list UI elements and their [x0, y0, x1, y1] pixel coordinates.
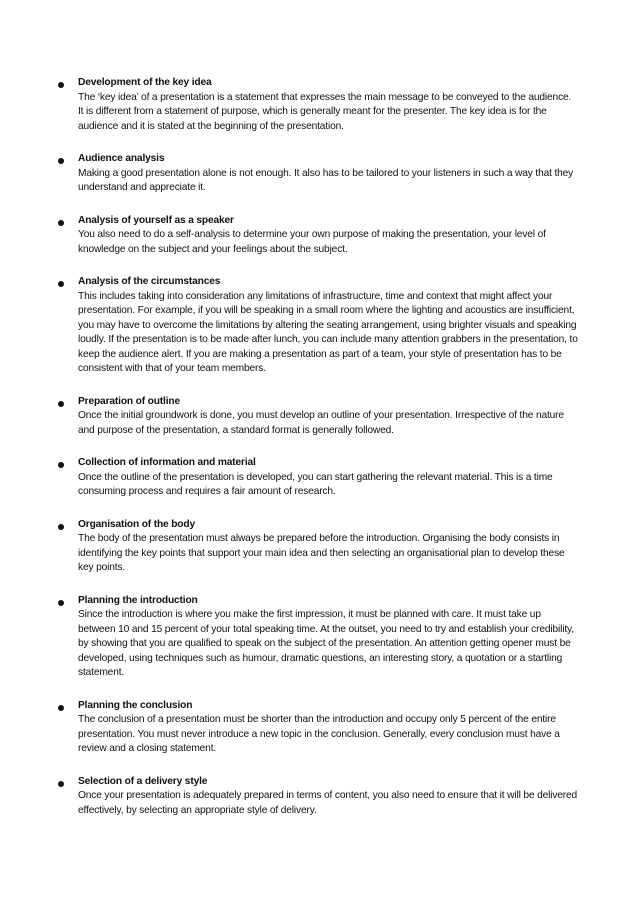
item-heading: Audience analysis — [78, 153, 165, 164]
bullet-icon — [58, 158, 64, 164]
bullet-icon — [58, 401, 64, 407]
list-item — [58, 594, 578, 681]
item-text: Once the initial groundwork is done, you must develop an outline of your presentation. Irrespective of the nature and purpose of the presentation, a standard format is generally followed. — [78, 410, 564, 436]
item-text: The conclusion of a presentation must be shorter than the introduction and occupy only 5 percent of the entire presentation. You must never introduce a new topic in the conclusion. Generally, every conclusion must have a review and a closing statement. — [78, 714, 560, 754]
item-text: Since the introduction is where you make the first impression, it must be planned with care. It must take up between 10 and 15 percent of your total speaking time. At the outset, you need to try and establish your credibility, by showing that you are qualified to speak on the subject of the presentation. An attention getting opener must be developed, using techniques such as humour, dramatic questions, an interesting story, a quotation or a startling statement. — [78, 609, 574, 678]
bullet-icon — [58, 705, 64, 711]
bullet-icon — [58, 781, 64, 787]
bullet-icon — [58, 82, 64, 88]
bullet-icon — [58, 281, 64, 287]
item-text: Making a good presentation alone is not enough. It also has to be tailored to your listeners in such a way that they understand and appreciate it. — [78, 167, 574, 193]
bullet-list — [58, 76, 578, 818]
item-heading: Organisation of the body — [78, 518, 195, 530]
list-item — [58, 518, 578, 576]
bullet-icon — [58, 524, 64, 530]
list-item — [58, 456, 578, 500]
item-text: Once the outline of the presentation is developed, you can start gathering the relevant material. This is a time consuming process and requires a fair amount of research. — [78, 471, 553, 497]
item-heading: Preparation of outline — [78, 395, 180, 407]
bullet-icon — [58, 600, 64, 606]
item-text: You also need to do a self-analysis to determine your own purpose of making the presentation, your level of knowledge on the subject and your feelings about the subject. — [78, 229, 546, 255]
item-heading: Planning the conclusion — [78, 699, 193, 711]
list-item — [58, 275, 578, 377]
list-item — [58, 775, 578, 819]
list-item — [58, 214, 578, 258]
list-item — [58, 152, 578, 196]
item-text: Once your presentation is adequately prepared in terms of content, you also need to ensure that it will be delivered effectively, by selecting an appropriate style of delivery. — [78, 790, 578, 816]
item-text: This includes taking into consideration any limitations of infrastructure, time and context that might affect your presentation. For example, if you will be speaking in a small room where the lighting and acoustics are insufficient, you may have to overcome the limitations by altering the seating arrangement, using brighter visuals and speaking loudly. If the presentation is to be made after lunch, you can include many attention grabbers in the presentation, to keep the audience alert. If you are making a presentation as part of a team, your style of presentation has to be consistent with that of your team members. — [78, 290, 578, 374]
bullet-icon — [58, 220, 64, 226]
item-text: The body of the presentation must always be prepared before the introduction. Organising the body consists in identifying the key points that support your main idea and then selecting an organisational plan to develop these key points. — [78, 533, 565, 573]
list-item — [58, 76, 578, 134]
item-heading: Planning the introduction — [78, 594, 198, 606]
item-heading: Collection of information and material — [78, 457, 256, 468]
item-heading: Analysis of the circumstances — [78, 276, 221, 287]
list-item — [58, 395, 578, 439]
item-heading: Analysis of yourself as a speaker — [78, 214, 234, 226]
item-heading: Development of the key idea — [78, 77, 212, 88]
list-item — [58, 699, 578, 757]
bullet-icon — [58, 462, 64, 468]
item-text: The ‘key idea’ of a presentation is a statement that expresses the main message to be conveyed to the audience. It is different from a statement of purpose, which is generally meant for the presenter. The key idea is for the audience and it is stated at the beginning of the presentation. — [78, 91, 572, 132]
item-heading: Selection of a delivery style — [78, 775, 208, 787]
